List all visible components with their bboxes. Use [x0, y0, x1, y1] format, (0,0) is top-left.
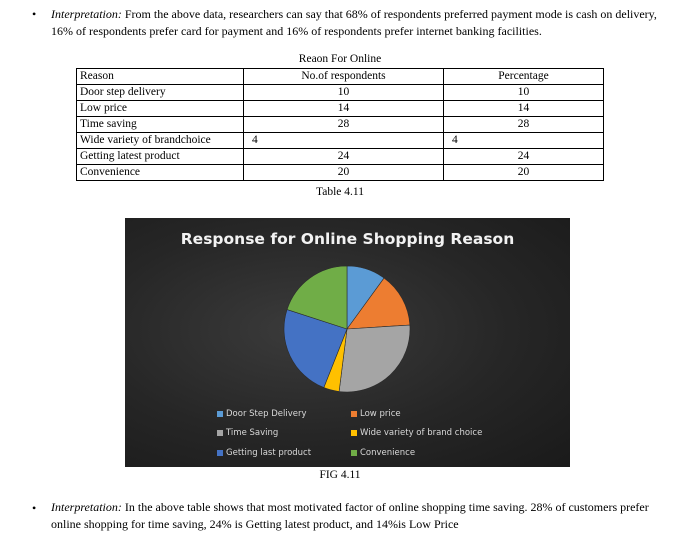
bullet-top: • [32, 7, 37, 21]
cell-percentage: 14 [444, 101, 604, 117]
cell-reason: Convenience [77, 165, 244, 181]
cell-respondents: 20 [244, 165, 444, 181]
cell-reason: Low price [77, 101, 244, 117]
pie-svg [125, 218, 570, 467]
header-respondents: No.of respondents [244, 69, 444, 85]
cell-respondents: 28 [244, 117, 444, 133]
cell-percentage: 24 [444, 149, 604, 165]
table-caption: Table 4.11 [316, 186, 364, 198]
table-row [77, 101, 604, 117]
legend-label: Time Saving [226, 428, 279, 438]
interpretation-label-bottom: Interpretation: [51, 500, 122, 514]
legend-swatch [351, 430, 357, 436]
interpretation-top [51, 6, 666, 40]
legend-swatch [351, 450, 357, 456]
figure-caption: FIG 4.11 [319, 469, 361, 481]
cell-reason: Door step delivery [77, 85, 244, 101]
pie-chart [125, 218, 570, 467]
legend-label: Wide variety of brand choice [360, 428, 483, 438]
table-row [77, 165, 604, 181]
cell-percentage: 10 [444, 85, 604, 101]
cell-respondents: 24 [244, 149, 444, 165]
legend-item [351, 448, 415, 458]
table-row [77, 117, 604, 133]
cell-reason: Wide variety of brandchoice [77, 133, 244, 149]
table-row [77, 149, 604, 165]
cell-percentage: 20 [444, 165, 604, 181]
cell-reason: Time saving [77, 117, 244, 133]
table-title: Reaon For Online [298, 53, 382, 65]
header-reason: Reason [77, 69, 244, 85]
cell-reason: Getting latest product [77, 149, 244, 165]
interpretation-bottom [51, 499, 666, 533]
legend-item [351, 409, 401, 419]
bullet-bottom: • [32, 501, 37, 515]
legend-swatch [217, 411, 223, 417]
legend-item [351, 428, 482, 438]
legend-label: Convenience [360, 448, 416, 458]
table-header-row [77, 69, 604, 85]
legend-label: Door Step Delivery [226, 409, 307, 419]
legend-label: Getting last product [226, 448, 312, 458]
interpretation-text-top: From the above data, researchers can say that 68% of respondents preferred payment mode is cash on delivery, 16% of respondents prefer card for payment and 16% of respondents prefer internet banking facilities. [51, 7, 657, 38]
cell-respondents: 4 [244, 133, 444, 149]
legend-swatch [351, 411, 357, 417]
cell-respondents: 14 [244, 101, 444, 117]
chart-title: Response for Online Shopping Reason [180, 230, 515, 248]
interpretation-text-bottom: In the above table shows that most motivated factor of online shopping time saving. 28% of customers prefer online shopping for time saving, 24% is Getting latest product, and 14%is Low Price [51, 500, 649, 531]
table-row [77, 85, 604, 101]
cell-percentage: 4 [444, 133, 604, 149]
interpretation-label-top: Interpretation: [51, 7, 122, 21]
cell-respondents: 10 [244, 85, 444, 101]
legend-item [217, 448, 311, 458]
legend-label: Low price [360, 409, 401, 419]
reasons-table [76, 68, 604, 181]
legend-swatch [217, 450, 223, 456]
cell-percentage: 28 [444, 117, 604, 133]
header-percentage: Percentage [444, 69, 604, 85]
legend-swatch [217, 430, 223, 436]
legend-item [217, 409, 306, 419]
table-row [77, 133, 604, 149]
legend-item [217, 428, 278, 438]
pie-slice-time-saving [339, 325, 410, 392]
